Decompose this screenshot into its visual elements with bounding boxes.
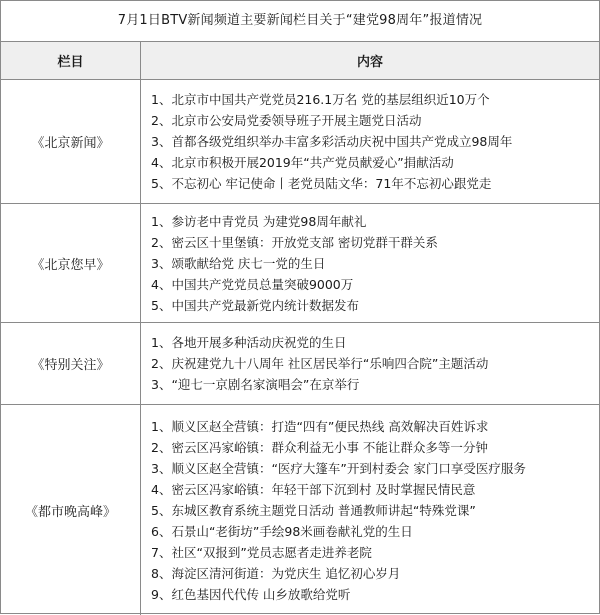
- list-item: 3、顺义区赵全营镇：“医疗大篷车”开到村委会 家门口享受医疗服务: [151, 460, 526, 476]
- list-item: 3、首都各级党组织举办丰富多彩活动庆祝中国共产党成立98周年: [151, 134, 513, 149]
- list-item: 4、北京市积极开展2019年“共产党员献爱心”捐献活动: [151, 155, 454, 170]
- list-item: 4、密云区冯家峪镇：年轻干部下沉到村 及时掌握民情民意: [151, 481, 476, 497]
- section-items: [141, 323, 599, 404]
- list-item: 2、密云区冯家峪镇：群众利益无小事 不能让群众多等一分钟: [151, 439, 488, 455]
- list-item: 5、不忘初心 牢记使命丨老党员陆文华：71年不忘初心跟党走: [151, 176, 492, 191]
- section-beijing-news: [1, 80, 599, 204]
- list-item: 6、石景山“老街坊”手绘98米画卷献礼党的生日: [151, 523, 413, 539]
- list-item: 5、东城区教育系统主题党日活动 普通教师讲起“特殊党课”: [151, 502, 476, 518]
- list-item: 5、中国共产党最新党内统计数据发布: [151, 297, 359, 313]
- section-column-name: 《北京您早》: [1, 204, 141, 322]
- header-content: 内容: [356, 55, 383, 70]
- list-item: 4、中国共产党党员总量突破9000万: [151, 276, 354, 292]
- section-column-name: 《北京新闻》: [1, 80, 141, 203]
- section-special-focus: [1, 323, 599, 405]
- table-header-row: [1, 42, 599, 80]
- list-item: 2、北京市公安局党委领导班子开展主题党日活动: [151, 113, 422, 128]
- list-item: 9、红色基因代代传 山乡放歌给党听: [151, 586, 351, 602]
- section-items: [141, 204, 599, 322]
- table-title: 7月1日BTV新闻频道主要新闻栏目关于“建党98周年”报道情况: [1, 1, 599, 42]
- section-column-name: 《都市晚高峰》: [1, 405, 141, 615]
- list-item: 8、海淀区清河街道：为党庆生 追忆初心岁月: [151, 565, 401, 581]
- list-item: 3、“迎七一京剧名家演唱会”在京举行: [151, 377, 360, 392]
- section-column-name: 《特别关注》: [1, 323, 141, 404]
- section-items: [141, 405, 599, 615]
- list-item: 2、庆祝建党九十八周年 社区居民举行“乐响四合院”主题活动: [151, 356, 489, 371]
- section-city-evening-peak: [1, 405, 599, 615]
- list-item: 1、参访老中青党员 为建党98周年献礼: [151, 213, 367, 229]
- section-beijing-morning: [1, 204, 599, 323]
- list-item: 2、密云区十里堡镇：开放党支部 密切党群干群关系: [151, 234, 438, 250]
- header-column: 栏目: [1, 42, 141, 79]
- list-item: 7、社区“双报到”党员志愿者走进养老院: [151, 544, 372, 560]
- list-item: 1、各地开展多种活动庆祝党的生日: [151, 335, 347, 350]
- list-item: 3、颂歌献给党 庆七一党的生日: [151, 255, 326, 271]
- list-item: 1、顺义区赵全营镇：打造“四有”便民热线 高效解决百姓诉求: [151, 418, 489, 434]
- section-items: [141, 80, 599, 203]
- list-item: 1、北京市中国共产党党员216.1万名 党的基层组织近10万个: [151, 92, 490, 107]
